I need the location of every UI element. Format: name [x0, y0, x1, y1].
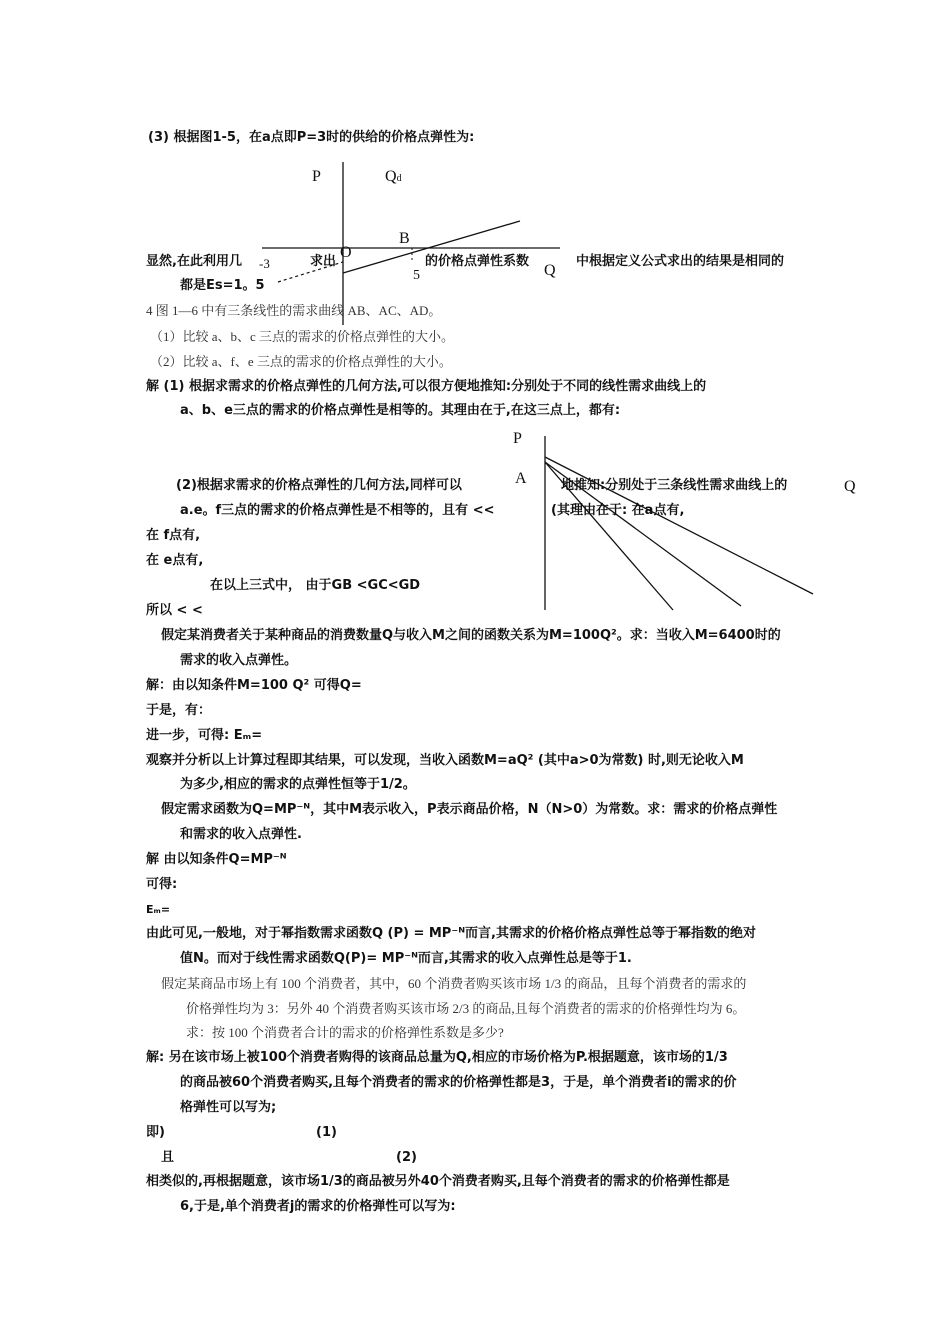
fig1-b-label: B — [399, 230, 410, 247]
text-line-10a: a.e。f三点的需求的价格点弹性是不相等的，且有 << — [180, 503, 495, 518]
text-line-35b: (1) — [316, 1125, 337, 1140]
fig1-q-letter: Q — [385, 168, 397, 185]
fig1-qd-label — [385, 168, 402, 186]
text-line-02c: 的价格点弹性系数 — [425, 254, 530, 269]
text-line-36a: 且 — [161, 1150, 175, 1165]
text-line-22: 假定需求函数为Q=MP⁻ᴺ，其中M表示收入，P表示商品价格，N（N>0）为常数。求：需求的价格点弹性 — [161, 802, 778, 817]
text-line-01: (3) 根据图1-5，在a点即P=3时的供给的价格点弹性为: — [148, 130, 475, 145]
fig1-origin-label: O — [340, 244, 352, 261]
fig2-a-label: A — [515, 470, 527, 487]
text-line-09a: (2)根据求需求的价格点弹性的几何方法,同样可以 — [176, 478, 462, 493]
text-line-25: 可得: — [146, 877, 178, 892]
text-line-03: 都是Es=1。5 — [180, 278, 265, 293]
text-line-13: 在以上三式中， 由于GB <GC<GD — [210, 578, 421, 593]
text-line-37: 相类似的,再根据题意，该市场1/3的商品被另外40个消费者购买,且每个消费者的需求的价格弹性都是 — [146, 1174, 730, 1189]
text-line-02a: 显然,在此利用几 — [146, 254, 242, 269]
text-line-21: 为多少,相应的需求的点弹性恒等于1/2。 — [180, 777, 416, 792]
text-line-02d: 中根据定义公式求出的结果是相同的 — [576, 254, 785, 269]
text-line-36b: (2) — [396, 1150, 417, 1165]
text-line-12: 在 e点有, — [146, 553, 204, 568]
text-line-17: 解：由以知条件M=100 Q² 可得Q= — [146, 678, 362, 693]
text-line-35a: 即) — [146, 1125, 165, 1140]
text-line-27: 由此可见,一般地，对于幂指数需求函数Q (P) = MP⁻ᴺ而言,其需求的价格价格点弹性总等于幂指数的绝对 — [146, 926, 756, 941]
text-line-24: 解 由以知条件Q=MP⁻ᴺ — [146, 852, 287, 867]
text-line-34: 格弹性可以写为; — [180, 1100, 277, 1115]
text-line-32: 解: 另在该市场上被100个消费者购得的该商品总量为Q,相应的市场价格为P.根据题意，该市场的1/3 — [146, 1050, 728, 1065]
text-line-16: 需求的收入点弹性。 — [180, 653, 298, 668]
text-line-28: 值N。而对于线性需求函数Q(P)= MP⁻ᴺ而言,其需求的收入点弹性总是等于1. — [180, 951, 632, 966]
fig1-d-subscript: d — [396, 173, 402, 184]
text-line-18: 于是，有： — [146, 703, 212, 718]
text-line-07: 解 (1) 根据求需求的价格点弹性的几何方法,可以很方便地推知:分别处于不同的线性需求曲线上的 — [146, 379, 707, 394]
text-line-10b: (其理由在于: 在a点有, — [551, 503, 685, 518]
text-line-06: （2）比较 a、f、e 三点的需求的价格点弹性的大小。 — [150, 354, 452, 369]
text-line-29: 假定某商品市场上有 100 个消费者，其中，60 个消费者购买该市场 1/3 的商品，且每个消费者的需求的 — [161, 976, 747, 991]
text-line-11: 在 f点有, — [146, 528, 201, 543]
text-line-14: 所以 < < — [146, 603, 203, 618]
text-line-02b: 求出 — [310, 254, 337, 269]
text-line-33: 的商品被60个消费者购买,且每个消费者的需求的价格弹性都是3，于是，单个消费者i的需求的价 — [180, 1075, 737, 1090]
text-line-15: 假定某消费者关于某种商品的消费数量Q与收入M之间的函数关系为M=100Q²。求：当收入M=6400时的 — [161, 628, 781, 643]
fig1-neg3-label: -3 — [259, 256, 270, 271]
text-line-31: 求：按 100 个消费者合计的需求的价格弹性系数是多少? — [186, 1025, 504, 1040]
text-line-08: a、b、e三点的需求的价格点弹性是相等的。其理由在于,在这三点上，都有: — [180, 403, 621, 418]
text-line-04: 4 图 1—6 中有三条线性的需求曲线 AB、AC、AD。 — [146, 303, 442, 318]
text-line-19: 进一步，可得: Eₘ= — [146, 728, 263, 743]
fig1-five-label: 5 — [413, 268, 420, 283]
fig2-q-label: Q — [844, 478, 856, 495]
fig1-p-label: P — [312, 168, 321, 185]
fig2-p-label: P — [513, 430, 522, 447]
text-line-30: 价格弹性均为 3：另外 40 个消费者购买该市场 2/3 的商品,且每个消费者的需求的价格弹性均为 6。 — [186, 1001, 746, 1016]
text-line-38: 6,于是,单个消费者j的需求的价格弹性可以写为: — [180, 1199, 456, 1214]
text-line-20: 观察并分析以上计算过程即其结果，可以发现，当收入函数M=aQ² (其中a>0为常数) 时,则无论收入M — [146, 753, 744, 768]
text-line-09b: 地推知:分别处于三条线性需求曲线上的 — [561, 478, 788, 493]
text-line-26: Eₘ= — [146, 903, 171, 916]
fig1-q-axis-label: Q — [544, 262, 556, 279]
text-line-23: 和需求的收入点弹性. — [180, 827, 302, 842]
text-line-05: （1）比较 a、b、c 三点的需求的价格点弹性的大小。 — [150, 329, 455, 344]
